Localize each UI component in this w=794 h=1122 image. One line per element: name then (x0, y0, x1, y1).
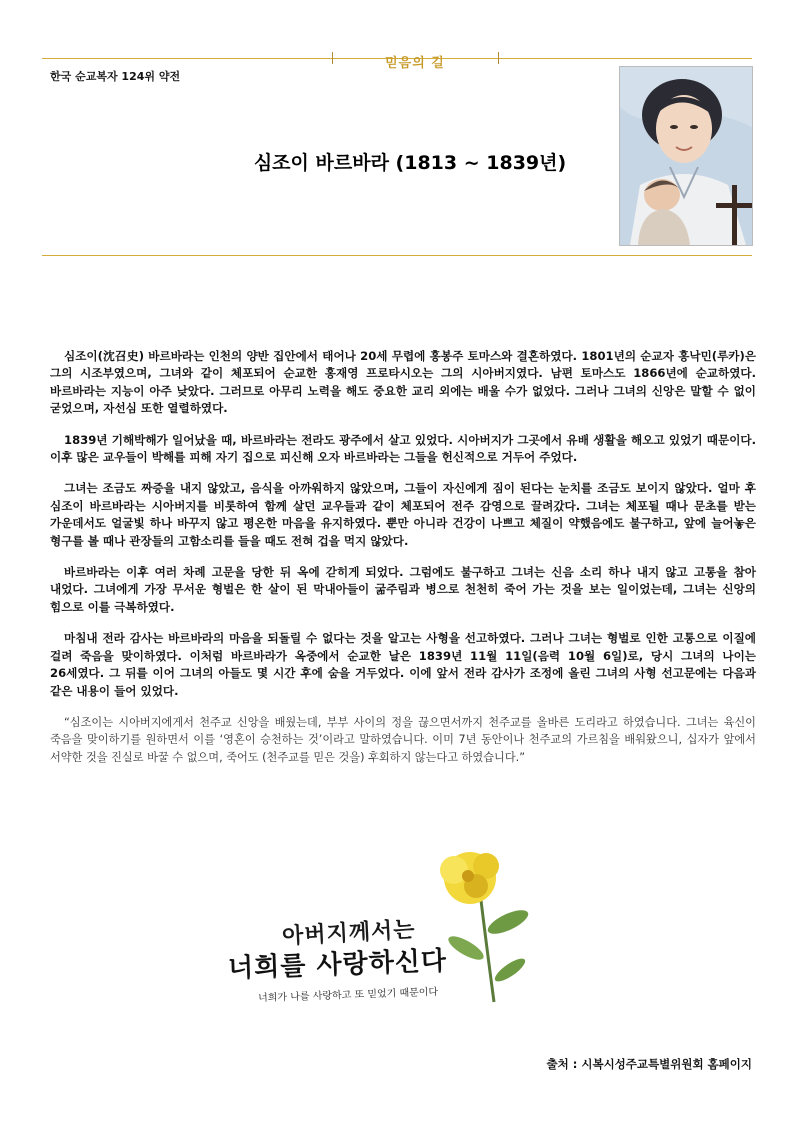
section-title: 믿음의 길 (385, 56, 445, 71)
martyr-portrait (619, 66, 753, 246)
paragraph-4: 바르바라는 이후 여러 차례 고문을 당한 뒤 옥에 갇히게 되었다. 그럼에도 불구하고 그녀는 신음 소리 하나 내지 않고 고통을 참아 내었다. 그녀에게 가장 무서운 형벌은 한 살이 된 막내아들이 굶주림과 병으로 천천히 죽어 가는 것을 보는 일이었는데, 그녀는 신앙의 힘으로 이를 극복하였다. (50, 565, 756, 614)
paragraph-2: 1839년 기해박해가 일어났을 때, 바르바라는 전라도 광주에서 살고 있었다. 시아버지가 그곳에서 유배 생활을 해오고 있었기 때문이다. 이후 많은 교우들이 박해를 피해 자기 집으로 피신해 오자 바르바라는 그들을 헌신적으로 거두어 주었다. (50, 432, 756, 465)
header-rule-tick-right (498, 52, 499, 64)
paragraph-5: 마침내 전라 감사는 바르바라의 마음을 되돌릴 수 없다는 것을 알고는 사형을 선고하였다. 그러나 그녀는 형벌로 인한 고통으로 이질에 걸려 죽음을 맞이하였다. 이처럼 바르바라가 옥중에서 순교한 날은 1839년 11월 11일(음력 10월 6일)로, 당시 그녀의 나이는 26세였다. 그 뒤를 이어 그녀의 아들도 몇 시간 후에 숨을 거두었다. 이에 앞서 전라 감사가 조정에 올린 그녀의 사형 선고문에는 다음과 같은 내용이 들어 있었다. (50, 631, 756, 698)
paragraph-1: 심조이(沈召史) 바르바라는 인천의 양반 집안에서 태어나 20세 무렵에 홍봉주 토마스와 결혼하였다. 1801년의 순교자 홍낙민(루카)은 그의 시조부였으며, 그녀와 같이 체포되어 순교한 홍재영 프로타시오는 그의 시아버지였다. 남편 토마스도 1866년에 순교하였다. 바르바라는 지능이 아주 낮았다. 그러므로 아무리 노력을 해도 중요한 교리 외에는 배울 수가 없었다. 그러나 그녀의 신앙은 말할 수 없이 굳었으며, 자선심 또한 열렬하였다. (50, 349, 756, 416)
subtitle: 한국 순교복자 124위 약전 (50, 70, 181, 83)
calligraphy-line-2: 너희를 사랑하신다 (227, 946, 448, 984)
source-credit: 출처 : 시복시성주교특별위원회 홈페이지 (546, 1057, 752, 1071)
portrait-illustration (620, 67, 752, 245)
header-rule-tick-left (332, 52, 333, 64)
page-title: 심조이 바르바라 (1813 ~ 1839년) (253, 152, 567, 174)
article-body (50, 348, 756, 780)
sentence-quote: “심조이는 시아버지에게서 천주교 신앙을 배웠는데, 부부 사이의 정을 끊으면서까지 천주교를 올바른 도리라고 하였습니다. 그녀는 육신이 죽음을 맞이하기를 원하면서 이를 ‘영혼이 승천하는 것’이라고 말하였습니다. 이미 7년 동안이나 천주교의 가르침을 배워왔으니, 십자가 앞에서 서약한 것을 진실로 바꿀 수 없으며, 죽어도 (천주교를 믿은 것을) 후회하지 않는다고 하였습니다.” (50, 715, 756, 764)
calligraphy-line-1: 아버지께서는 (281, 916, 417, 950)
calligraphy-flower-image (218, 852, 538, 1012)
header-rule-bottom (42, 255, 752, 256)
paragraph-3: 그녀는 조금도 짜증을 내지 않았고, 음식을 아까워하지 않았으며, 그들이 자신에게 짐이 된다는 눈치를 조금도 보이지 않았다. 얼마 후 심조이 바르바라는 시아버지를 비롯하여 함께 살던 교우들과 같이 체포되어 전주 감영으로 끌려갔다. 그녀는 체포될 때나 문초를 받는 가운데서도 얼굴빛 하나 바꾸지 않고 평온한 마음을 유지하였다. 뿐만 아니라 건강이 나쁘고 체질이 약했음에도 불구하고, 앞에 늘어놓은 형구를 볼 때나 관장들의 고함소리를 들을 때도 전혀 겁을 먹지 않았다. (50, 481, 756, 548)
calligraphy-line-3: 너희가 나를 사랑하고 또 믿었기 때문이다 (257, 986, 439, 1005)
